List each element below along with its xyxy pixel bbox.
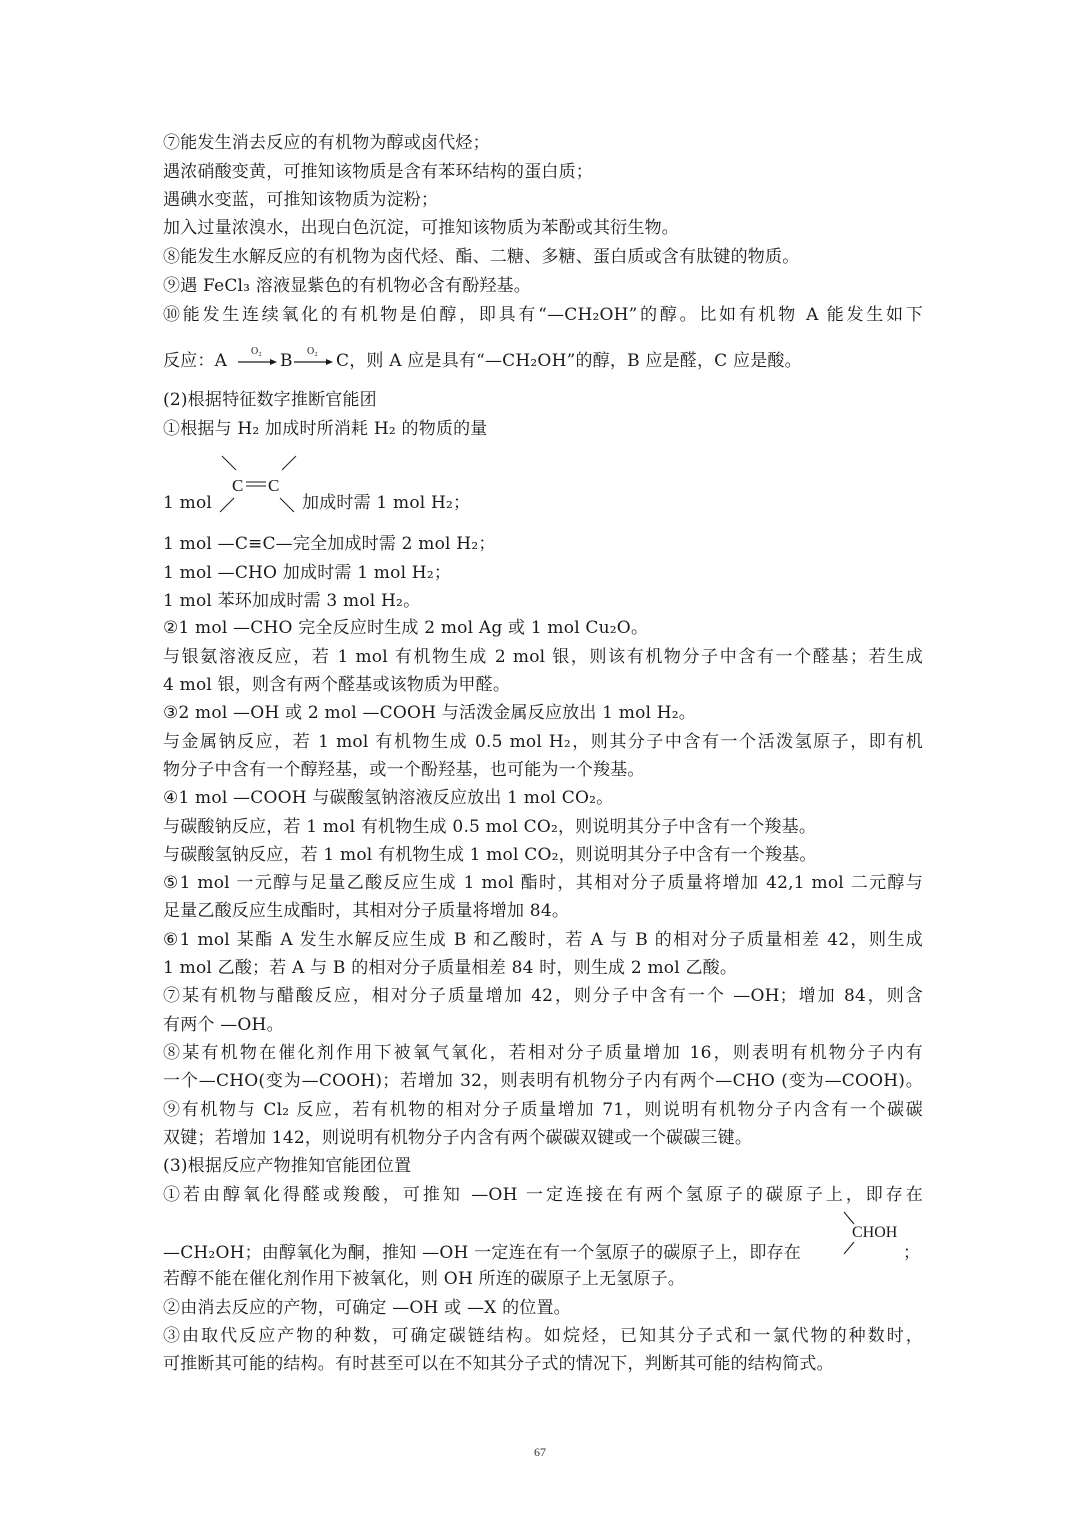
secondary-alcohol-structure bbox=[842, 1210, 912, 1260]
text-line: 与碳酸钠反应，若 1 mol 有机物生成 0.5 mol CO₂，则说明其分子中含有一个羧基。 bbox=[163, 817, 817, 837]
text-line: —CH₂OH；由醇氧化为酮，推知 —OH 一定连在有一个氢原子的碳原子上，即存在 bbox=[163, 1243, 801, 1263]
text-line: 反应：A bbox=[163, 351, 228, 371]
text-line: 若醇不能在催化剂作用下被氧化，则 OH 所连的碳原子上无氢原子。 bbox=[163, 1269, 685, 1289]
text-line: 与碳酸氢钠反应，若 1 mol 有机物生成 1 mol CO₂，则说明其分子中含有一个羧基。 bbox=[163, 845, 817, 865]
text-line: 加成时需 1 mol H₂； bbox=[302, 493, 471, 513]
text-line: ⑦某有机物与醋酸反应，相对分子质量增加 42，则分子中含有一个 —OH；增加 84，则含 bbox=[163, 986, 923, 1006]
oxidation-arrow-1 bbox=[238, 343, 278, 373]
text-line: (3)根据反应产物推知官能团位置 bbox=[163, 1156, 412, 1176]
text-line: 双键；若增加 142，则说明有机物分子内含有两个碳碳双键或一个碳碳三键。 bbox=[163, 1128, 753, 1148]
text-line: ⑨遇 FeCl₃ 溶液显紫色的有机物必含有酚羟基。 bbox=[163, 276, 531, 296]
text-line: 遇碘水变蓝，可推知该物质为淀粉； bbox=[163, 190, 439, 210]
text-line: 1 mol 乙酸；若 A 与 B 的相对分子质量相差 84 时，则生成 2 mol 乙酸。 bbox=[163, 958, 738, 978]
alkene-structure bbox=[214, 452, 304, 514]
svg-text:CHOH: CHOH bbox=[852, 1224, 898, 1241]
text-line: ②由消去反应的产物，可确定 —OH 或 —X 的位置。 bbox=[163, 1298, 571, 1318]
text-line: 有两个 —OH。 bbox=[163, 1015, 284, 1035]
text-line: ②1 mol —CHO 完全反应时生成 2 mol Ag 或 1 mol Cu₂O。 bbox=[163, 618, 649, 638]
text-line: ⑩能发生连续氧化的有机物是伯醇，即具有“—CH₂OH”的醇。比如有机物 A 能发生如下 bbox=[163, 305, 923, 325]
text-line: 4 mol 银，则含有两个醛基或该物质为甲醛。 bbox=[163, 675, 511, 695]
text-line: ③2 mol —OH 或 2 mol —COOH 与活泼金属反应放出 1 mol H₂。 bbox=[163, 703, 697, 723]
text-line: 1 mol —CHO 加成时需 1 mol H₂； bbox=[163, 563, 452, 583]
svg-text:C: C bbox=[232, 476, 244, 495]
text-line: B bbox=[280, 351, 293, 371]
svg-text:O₂: O₂ bbox=[251, 346, 262, 357]
text-line: ⑥1 mol 某酯 A 发生水解反应生成 B 和乙酸时，若 A 与 B 的相对分子质量相差 42，则生成 bbox=[163, 930, 924, 950]
text-line: 与银氨溶液反应，若 1 mol 有机物生成 2 mol 银，则该有机物分子中含有一个醛基；若生成 bbox=[163, 647, 923, 667]
text-line: ③由取代反应产物的种数，可确定碳链结构。如烷烃，已知其分子式和一氯代物的种数时， bbox=[163, 1326, 923, 1346]
text-line: ⑧某有机物在催化剂作用下被氧气氧化，若相对分子质量增加 16，则表明有机物分子内有 bbox=[163, 1043, 923, 1063]
text-line: 物分子中含有一个醇羟基，或一个酚羟基，也可能为一个羧基。 bbox=[163, 760, 645, 780]
text-line: ⑨有机物与 Cl₂ 反应，若有机物的相对分子质量增加 71，则说明有机物分子内含有一个碳碳 bbox=[163, 1100, 923, 1120]
text-line: 足量乙酸反应生成酯时，其相对分子质量将增加 84。 bbox=[163, 901, 570, 921]
text-line: 1 mol bbox=[163, 493, 213, 513]
svg-text:C: C bbox=[268, 476, 280, 495]
oxidation-arrow-2 bbox=[294, 343, 334, 373]
text-line: ； bbox=[903, 1243, 921, 1263]
page-number: 67 bbox=[534, 1445, 546, 1459]
svg-text:O₂: O₂ bbox=[307, 346, 318, 357]
text-line: C，则 A 应是具有“—CH₂OH”的醇，B 应是醛，C 应是酸。 bbox=[336, 351, 802, 371]
text-line: ①若由醇氧化得醛或羧酸，可推知 —OH 一定连接在有两个氢原子的碳原子上，即存在 bbox=[163, 1185, 923, 1205]
text-line: 一个—CHO(变为—COOH)；若增加 32，则表明有机物分子内有两个—CHO (变为—COOH)。 bbox=[163, 1071, 923, 1091]
text-line: ⑦能发生消去反应的有机物为醇或卤代烃； bbox=[163, 133, 490, 153]
text-line: ⑧能发生水解反应的有机物为卤代烃、酯、二糖、多糖、蛋白质或含有肽键的物质。 bbox=[163, 247, 800, 267]
text-line: 加入过量浓溴水，出现白色沉淀，可推知该物质为苯酚或其衍生物。 bbox=[163, 218, 679, 238]
text-line: ⑤1 mol 一元醇与足量乙酸反应生成 1 mol 酯时，其相对分子质量将增加 42,1 mol 二元醇与 bbox=[163, 873, 923, 893]
text-line: ①根据与 H₂ 加成时所消耗 H₂ 的物质的量 bbox=[163, 419, 488, 439]
text-line: (2)根据特征数字推断官能团 bbox=[163, 390, 377, 410]
text-line: 遇浓硝酸变黄，可推知该物质是含有苯环结构的蛋白质； bbox=[163, 162, 593, 182]
text-line: 1 mol 苯环加成时需 3 mol H₂。 bbox=[163, 591, 421, 611]
text-line: 可推断其可能的结构。有时甚至可以在不知其分子式的情况下，判断其可能的结构简式。 bbox=[163, 1354, 834, 1374]
text-line: 1 mol —C≡C—完全加成时需 2 mol H₂； bbox=[163, 534, 496, 554]
text-line: 与金属钠反应，若 1 mol 有机物生成 0.5 mol H₂，则其分子中含有一个活泼氢原子，即有机 bbox=[163, 732, 923, 752]
text-line: ④1 mol —COOH 与碳酸氢钠溶液反应放出 1 mol CO₂。 bbox=[163, 788, 614, 808]
